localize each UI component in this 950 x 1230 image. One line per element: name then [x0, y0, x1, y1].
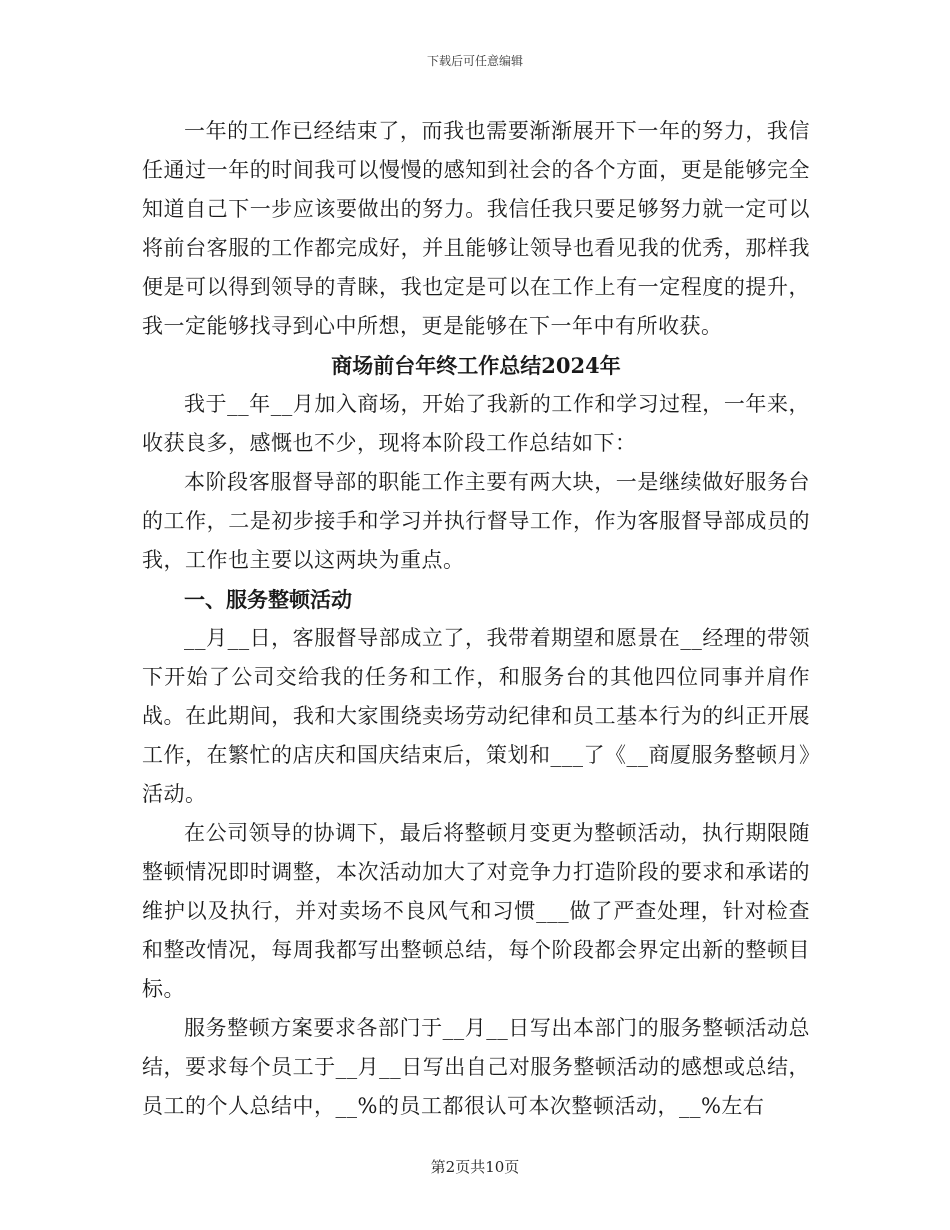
document-body — [142, 112, 810, 1126]
page-number-footer: 第2页共10页 — [430, 1158, 520, 1176]
header-note: 下载后可任意编辑 — [426, 54, 523, 68]
intro-paragraph: 一年的工作已经结束了，而我也需要渐渐展开下一年的努力，我信任通过一年的时间我可以慢慢的感知到社会的各个方面，更是能够完全知道自己下一步应该要做出的努力。我信任我只要足够努力就一定可以将前台客服的工作都完成好，并且能够让领导也看见我的优秀，那样我便是可以得到领导的青睐，我也定是可以在工作上有一定程度的提升，我一定能够找寻到心中所想，更是能够在下一年中有所收获。 — [142, 119, 810, 338]
document-title: 商场前台年终工作总结2024年 — [331, 353, 621, 378]
section-paragraph-3: 服务整顿方案要求各部门于__月__日写出本部门的服务整顿活动总结，要求每个员工于__月__日写出自己对服务整顿活动的感想或总结，员工的个人总结中，__%的员工都很认可本次整顿活动，__%左右 — [142, 1016, 810, 1118]
section-heading: 一、服务整顿活动 — [184, 587, 352, 612]
section-paragraph-2: 在公司领导的协调下，最后将整顿月变更为整顿活动，执行期限随整顿情况即时调整，本次活动加大了对竞争力打造阶段的要求和承诺的维护以及执行，并对卖场不良风气和习惯___做了严查处理，针对检查和整改情况，每周我都写出整顿总结，每个阶段都会界定出新的整顿目标。 — [142, 821, 810, 1001]
paragraph-join-date: 我于__年__月加入商场，开始了我新的工作和学习过程，一年来，收获良多，感慨也不少，现将本阶段工作总结如下： — [142, 392, 810, 455]
section-paragraph-1: __月__日，客服督导部成立了，我带着期望和愿景在__经理的带领下开始了公司交给我的任务和工作，和服务台的其他四位同事并肩作战。在此期间，我和大家围绕卖场劳动纪律和员工基本行为的纠正开展工作，在繁忙的店庆和国庆结束后，策划和___了《__商厦服务整顿月》活动。 — [142, 626, 810, 806]
paragraph-department-duties: 本阶段客服督导部的职能工作主要有两大块，一是继续做好服务台的工作，二是初步接手和学习并执行督导工作，作为客服督导部成员的我，工作也主要以这两块为重点。 — [142, 470, 810, 572]
